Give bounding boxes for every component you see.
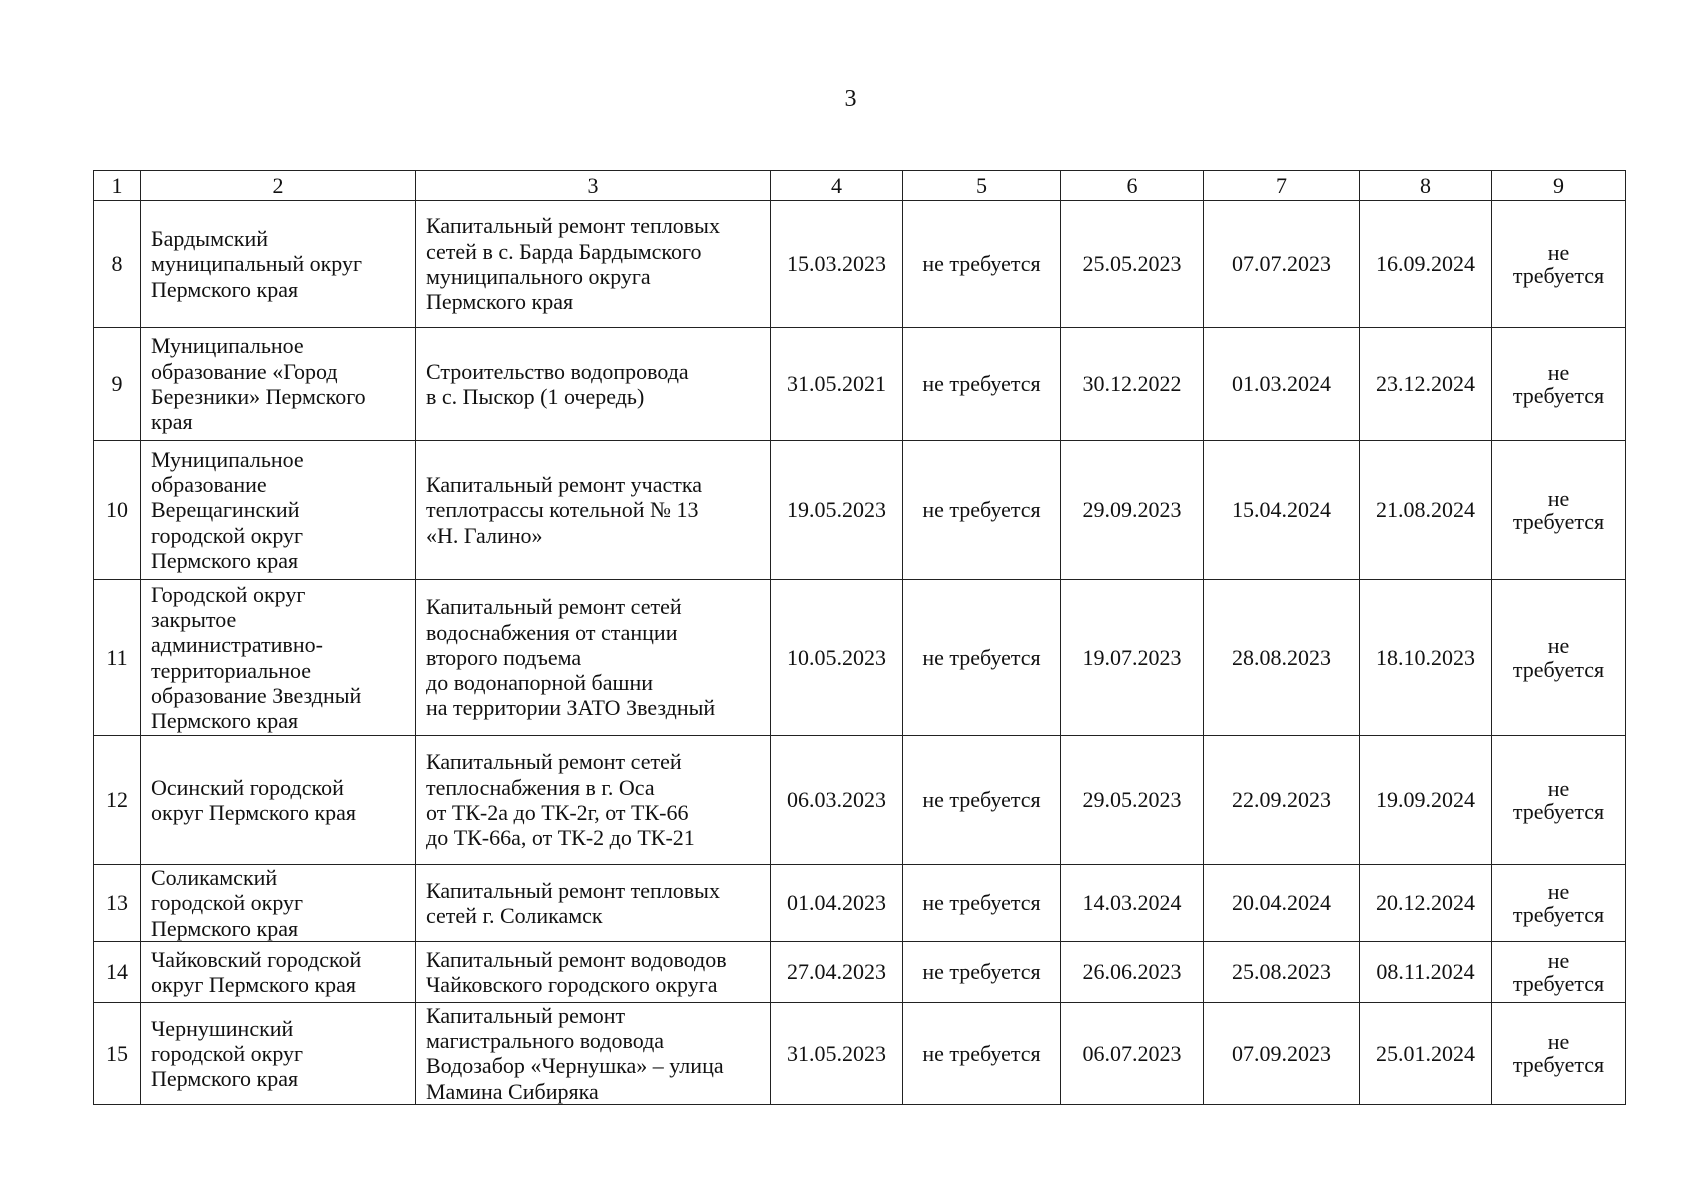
municipality-cell: Муниципальное образование Верещагинский городской округ Пермского края xyxy=(141,441,416,580)
date-cell: 27.04.2023 xyxy=(771,941,903,1002)
date-cell: 19.05.2023 xyxy=(771,441,903,580)
object-cell: Капитальный ремонт сетей теплоснабжения в г. Оса от ТК-2а до ТК-2г, от ТК-66 до ТК-66а, от ТК-2 до ТК-21 xyxy=(416,736,771,865)
object-cell: Капитальный ремонт водоводов Чайковского городского округа xyxy=(416,941,771,1002)
header-cell: 3 xyxy=(416,171,771,201)
date-cell: 25.08.2023 xyxy=(1204,941,1360,1002)
date-cell: 01.03.2024 xyxy=(1204,328,1360,441)
row-number: 8 xyxy=(94,201,141,328)
requirement-cell: не требуется xyxy=(903,580,1061,736)
requirement-cell: не требуется xyxy=(1492,201,1626,328)
requirement-cell: не требуется xyxy=(1492,736,1626,865)
municipality-cell: Бардымский муниципальный округ Пермского края xyxy=(141,201,416,328)
date-cell: 26.06.2023 xyxy=(1061,941,1204,1002)
header-cell: 5 xyxy=(903,171,1061,201)
row-number: 13 xyxy=(94,865,141,942)
object-cell: Капитальный ремонт тепловых сетей в с. Барда Бардымского муниципального округа Пермского края xyxy=(416,201,771,328)
requirement-cell: не требуется xyxy=(903,865,1061,942)
data-table xyxy=(93,170,1626,1105)
row-number: 10 xyxy=(94,441,141,580)
date-cell: 29.05.2023 xyxy=(1061,736,1204,865)
row-number: 15 xyxy=(94,1002,141,1104)
date-cell: 16.09.2024 xyxy=(1360,201,1492,328)
table-row xyxy=(94,865,1626,942)
header-cell: 8 xyxy=(1360,171,1492,201)
date-cell: 31.05.2021 xyxy=(771,328,903,441)
table-row xyxy=(94,941,1626,1002)
date-cell: 25.05.2023 xyxy=(1061,201,1204,328)
table-row xyxy=(94,441,1626,580)
object-cell: Капитальный ремонт тепловых сетей г. Соликамск xyxy=(416,865,771,942)
date-cell: 18.10.2023 xyxy=(1360,580,1492,736)
requirement-cell: не требуется xyxy=(903,201,1061,328)
table-row xyxy=(94,201,1626,328)
municipality-cell: Городской округ закрытое административно- территориальное образование Звездный Пермского края xyxy=(141,580,416,736)
date-cell: 28.08.2023 xyxy=(1204,580,1360,736)
row-number: 9 xyxy=(94,328,141,441)
requirement-cell: не требуется xyxy=(1492,580,1626,736)
requirement-cell: не требуется xyxy=(903,941,1061,1002)
date-cell: 20.04.2024 xyxy=(1204,865,1360,942)
requirement-cell: не требуется xyxy=(903,328,1061,441)
table-row xyxy=(94,328,1626,441)
requirement-cell: не требуется xyxy=(1492,328,1626,441)
row-number: 14 xyxy=(94,941,141,1002)
table-row xyxy=(94,736,1626,865)
date-cell: 15.03.2023 xyxy=(771,201,903,328)
header-cell: 9 xyxy=(1492,171,1626,201)
page-number: 3 xyxy=(844,86,857,112)
header-cell: 1 xyxy=(94,171,141,201)
requirement-cell: не требуется xyxy=(903,1002,1061,1104)
header-cell: 7 xyxy=(1204,171,1360,201)
date-cell: 22.09.2023 xyxy=(1204,736,1360,865)
header-cell: 6 xyxy=(1061,171,1204,201)
date-cell: 15.04.2024 xyxy=(1204,441,1360,580)
requirement-cell: не требуется xyxy=(1492,941,1626,1002)
object-cell: Капитальный ремонт магистрального водовода Водозабор «Чернушка» – улица Мамина Сибиряка xyxy=(416,1002,771,1104)
header-cell: 2 xyxy=(141,171,416,201)
table-row xyxy=(94,580,1626,736)
object-cell: Капитальный ремонт сетей водоснабжения от станции второго подъема до водонапорной башни на территории ЗАТО Звездный xyxy=(416,580,771,736)
date-cell: 06.07.2023 xyxy=(1061,1002,1204,1104)
date-cell: 31.05.2023 xyxy=(771,1002,903,1104)
date-cell: 25.01.2024 xyxy=(1360,1002,1492,1104)
municipality-cell: Муниципальное образование «Город Березники» Пермского края xyxy=(141,328,416,441)
date-cell: 14.03.2024 xyxy=(1061,865,1204,942)
municipality-cell: Осинский городской округ Пермского края xyxy=(141,736,416,865)
date-cell: 01.04.2023 xyxy=(771,865,903,942)
date-cell: 29.09.2023 xyxy=(1061,441,1204,580)
municipality-cell: Соликамский городской округ Пермского края xyxy=(141,865,416,942)
municipality-cell: Чайковский городской округ Пермского края xyxy=(141,941,416,1002)
date-cell: 06.03.2023 xyxy=(771,736,903,865)
requirement-cell: не требуется xyxy=(903,441,1061,580)
date-cell: 19.09.2024 xyxy=(1360,736,1492,865)
object-cell: Строительство водопровода в с. Пыскор (1 очередь) xyxy=(416,328,771,441)
date-cell: 23.12.2024 xyxy=(1360,328,1492,441)
date-cell: 20.12.2024 xyxy=(1360,865,1492,942)
date-cell: 30.12.2022 xyxy=(1061,328,1204,441)
requirement-cell: не требуется xyxy=(1492,865,1626,942)
date-cell: 19.07.2023 xyxy=(1061,580,1204,736)
row-number: 11 xyxy=(94,580,141,736)
date-cell: 07.09.2023 xyxy=(1204,1002,1360,1104)
date-cell: 21.08.2024 xyxy=(1360,441,1492,580)
table-row xyxy=(94,1002,1626,1104)
requirement-cell: не требуется xyxy=(1492,1002,1626,1104)
date-cell: 10.05.2023 xyxy=(771,580,903,736)
requirement-cell: не требуется xyxy=(903,736,1061,865)
object-cell: Капитальный ремонт участка теплотрассы котельной № 13 «Н. Галино» xyxy=(416,441,771,580)
date-cell: 08.11.2024 xyxy=(1360,941,1492,1002)
requirement-cell: не требуется xyxy=(1492,441,1626,580)
row-number: 12 xyxy=(94,736,141,865)
table-header-row xyxy=(94,171,1626,201)
header-cell: 4 xyxy=(771,171,903,201)
date-cell: 07.07.2023 xyxy=(1204,201,1360,328)
municipality-cell: Чернушинский городской округ Пермского края xyxy=(141,1002,416,1104)
